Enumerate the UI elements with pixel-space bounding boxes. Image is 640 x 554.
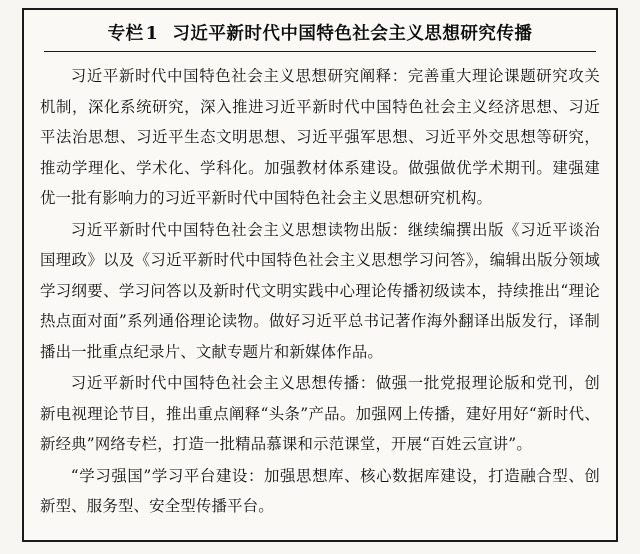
box-title-heading: 习近平新时代中国特色社会主义思想研究传播 [172,24,533,44]
box-body [40,52,600,522]
paragraph: 习近平新时代中国特色社会主义思想读物出版：继续编撰出版《习近平谈治国理政》以及《习近平新时代中国特色社会主义思想学习问答》，编辑出版分领域学习纲要、学习问答以及新时代文明实践中心理论传播初级读本，持续推出“理论热点面对面”系列通俗理论读物。做好习近平总书记著作海外翻译出版发行，译制播出一批重点纪录片、文献专题片和新媒体作品。 [40,220,600,361]
box-title-number: 1 [145,24,159,44]
paragraph: 习近平新时代中国特色社会主义思想研究阐释：完善重大理论课题研究攻关机制，深化系统研究，深入推进习近平新时代中国特色社会主义经济思想、习近平法治思想、习近平生态文明思想、习近平强军思想、习近平外交思想等研究，推动学理化、学术化、学科化。加强教材体系建设。做强做优学术期刊。建强建优一批有影响力的习近平新时代中国特色社会主义思想研究机构。 [40,67,600,207]
box-title-label: 专栏 [107,24,144,44]
paragraph: 习近平新时代中国特色社会主义思想传播：做强一批党报理论版和党刊，创新电视理论节目，推出重点阐释“头条”产品。加强网上传播，建好用好“新时代、新经典”网络专栏，打造一批精品慕课和示范课堂，开展“百姓云宣讲”。 [40,374,600,453]
box-title [44,20,596,52]
paragraph: “学习强国”学习平台建设：加强思想库、核心数据库建设，打造融合型、创新型、服务型、安全型传播平台。 [40,466,600,515]
feature-box-inner [24,10,616,540]
feature-box [22,8,618,542]
